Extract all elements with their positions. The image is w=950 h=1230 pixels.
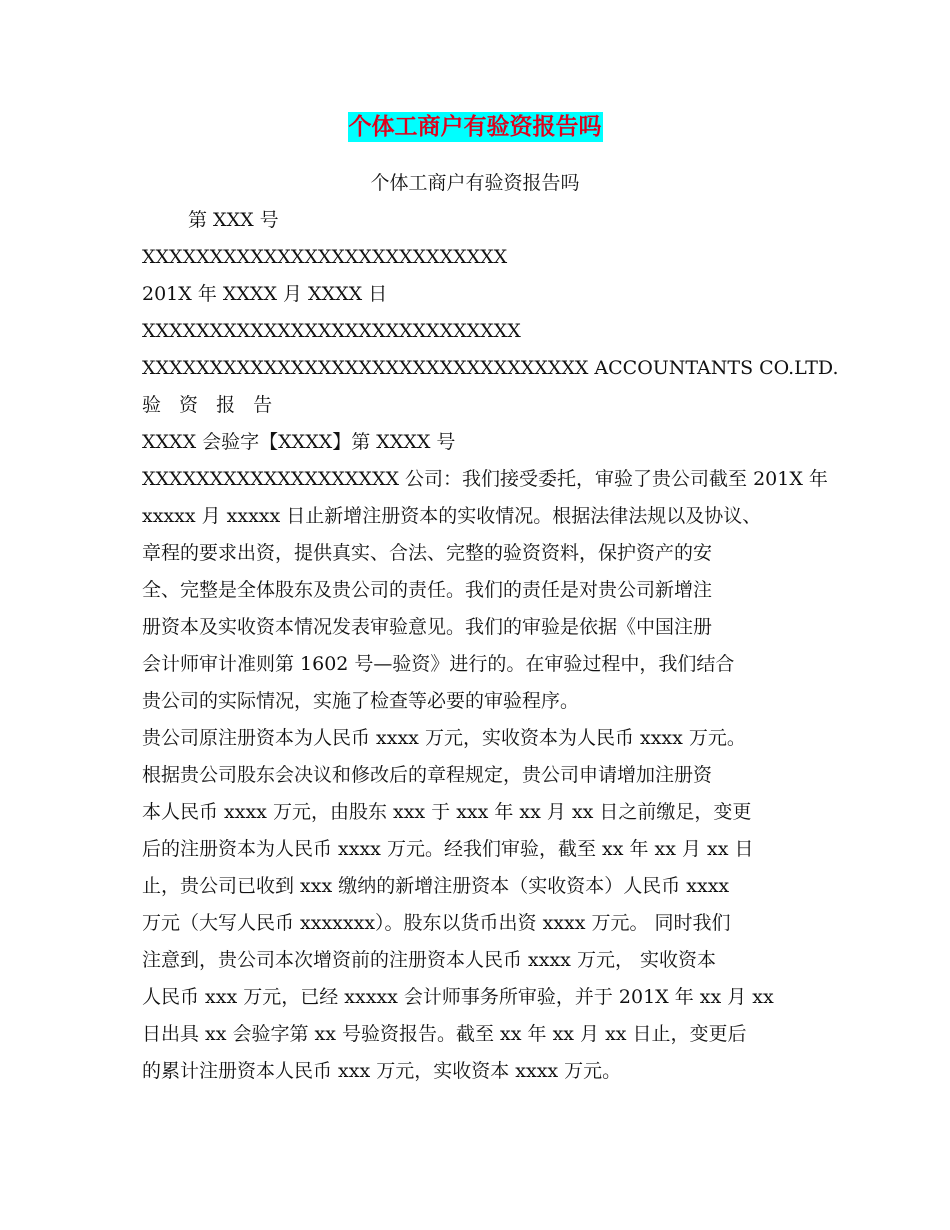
report-heading: 验 资 报 告 bbox=[142, 394, 279, 416]
paragraph-line: 的累计注册资本人民币 xxx 万元，实收资本 xxxx 万元。 bbox=[142, 1060, 622, 1082]
paragraph-line: 全、完整是全体股东及贵公司的责任。我们的责任是对贵公司新增注 bbox=[142, 579, 713, 601]
paragraph-line: 册资本及实收资本情况发表审验意见。我们的审验是依据《中国注册 bbox=[142, 616, 713, 638]
text-line: XXXXXXXXXXXXXXXXXXXXXXXXXXXX bbox=[142, 320, 521, 342]
paragraph-line: 贵公司原注册资本为人民币 xxxx 万元，实收资本为人民币 xxxx 万元。 bbox=[142, 727, 746, 749]
firm-name: XXXXXXXXXXXXXXXXXXXXXXXXXXXXXXXXX ACCOUNTANTS CO.LTD. bbox=[142, 357, 839, 379]
paragraph-line: 后的注册资本为人民币 xxxx 万元。经我们审验，截至 xx 年 xx 月 xx 日 bbox=[142, 838, 754, 860]
highlighted-title: 个体工商户有验资报告吗 bbox=[348, 114, 602, 140]
document-subtitle: 个体工商户有验资报告吗 bbox=[370, 172, 580, 194]
text-line: XXXXXXXXXXXXXXXXXXXXXXXXXXX bbox=[142, 246, 508, 268]
paragraph-line: 止，贵公司已收到 xxx 缴纳的新增注册资本（实收资本）人民币 xxxx bbox=[142, 875, 730, 897]
paragraph-line: 会计师审计准则第 1602 号—验资》进行的。在审验过程中，我们结合 bbox=[142, 653, 735, 675]
paragraph-line: 人民币 xxx 万元，已经 xxxxx 会计师事务所审验，并于 201X 年 xx 月 xx bbox=[142, 986, 774, 1008]
report-number: 第 XXX 号 bbox=[188, 209, 279, 231]
paragraph-line: 万元（大写人民币 xxxxxxx）。股东以货币出资 xxxx 万元。 同时我们 bbox=[142, 912, 731, 934]
paragraph-line: 注意到，贵公司本次增资前的注册资本人民币 xxxx 万元， 实收资本 bbox=[142, 949, 716, 971]
paragraph-line: 日出具 xx 会验字第 xx 号验资报告。截至 xx 年 xx 月 xx 日止，变更后 bbox=[142, 1023, 747, 1045]
paragraph-line: 章程的要求出资，提供真实、合法、完整的验资资料，保护资产的安 bbox=[142, 542, 713, 564]
paragraph-line: XXXXXXXXXXXXXXXXXXX 公司：我们接受委托，审验了贵公司截至 201X 年 bbox=[142, 468, 828, 490]
paragraph-line: 根据贵公司股东会决议和修改后的章程规定，贵公司申请增加注册资 bbox=[142, 764, 713, 786]
report-date: 201X 年 XXXX 月 XXXX 日 bbox=[142, 283, 388, 305]
paragraph-line: 本人民币 xxxx 万元，由股东 xxx 于 xxx 年 xx 月 xx 日之前缴足，变更 bbox=[142, 801, 752, 823]
paragraph-line: 贵公司的实际情况，实施了检查等必要的审验程序。 bbox=[142, 690, 580, 712]
title-container bbox=[0, 112, 950, 142]
report-reference: XXXX 会验字【XXXX】第 XXXX 号 bbox=[142, 431, 456, 453]
paragraph-line: xxxxx 月 xxxxx 日止新增注册资本的实收情况。根据法律法规以及协议、 bbox=[142, 505, 762, 527]
